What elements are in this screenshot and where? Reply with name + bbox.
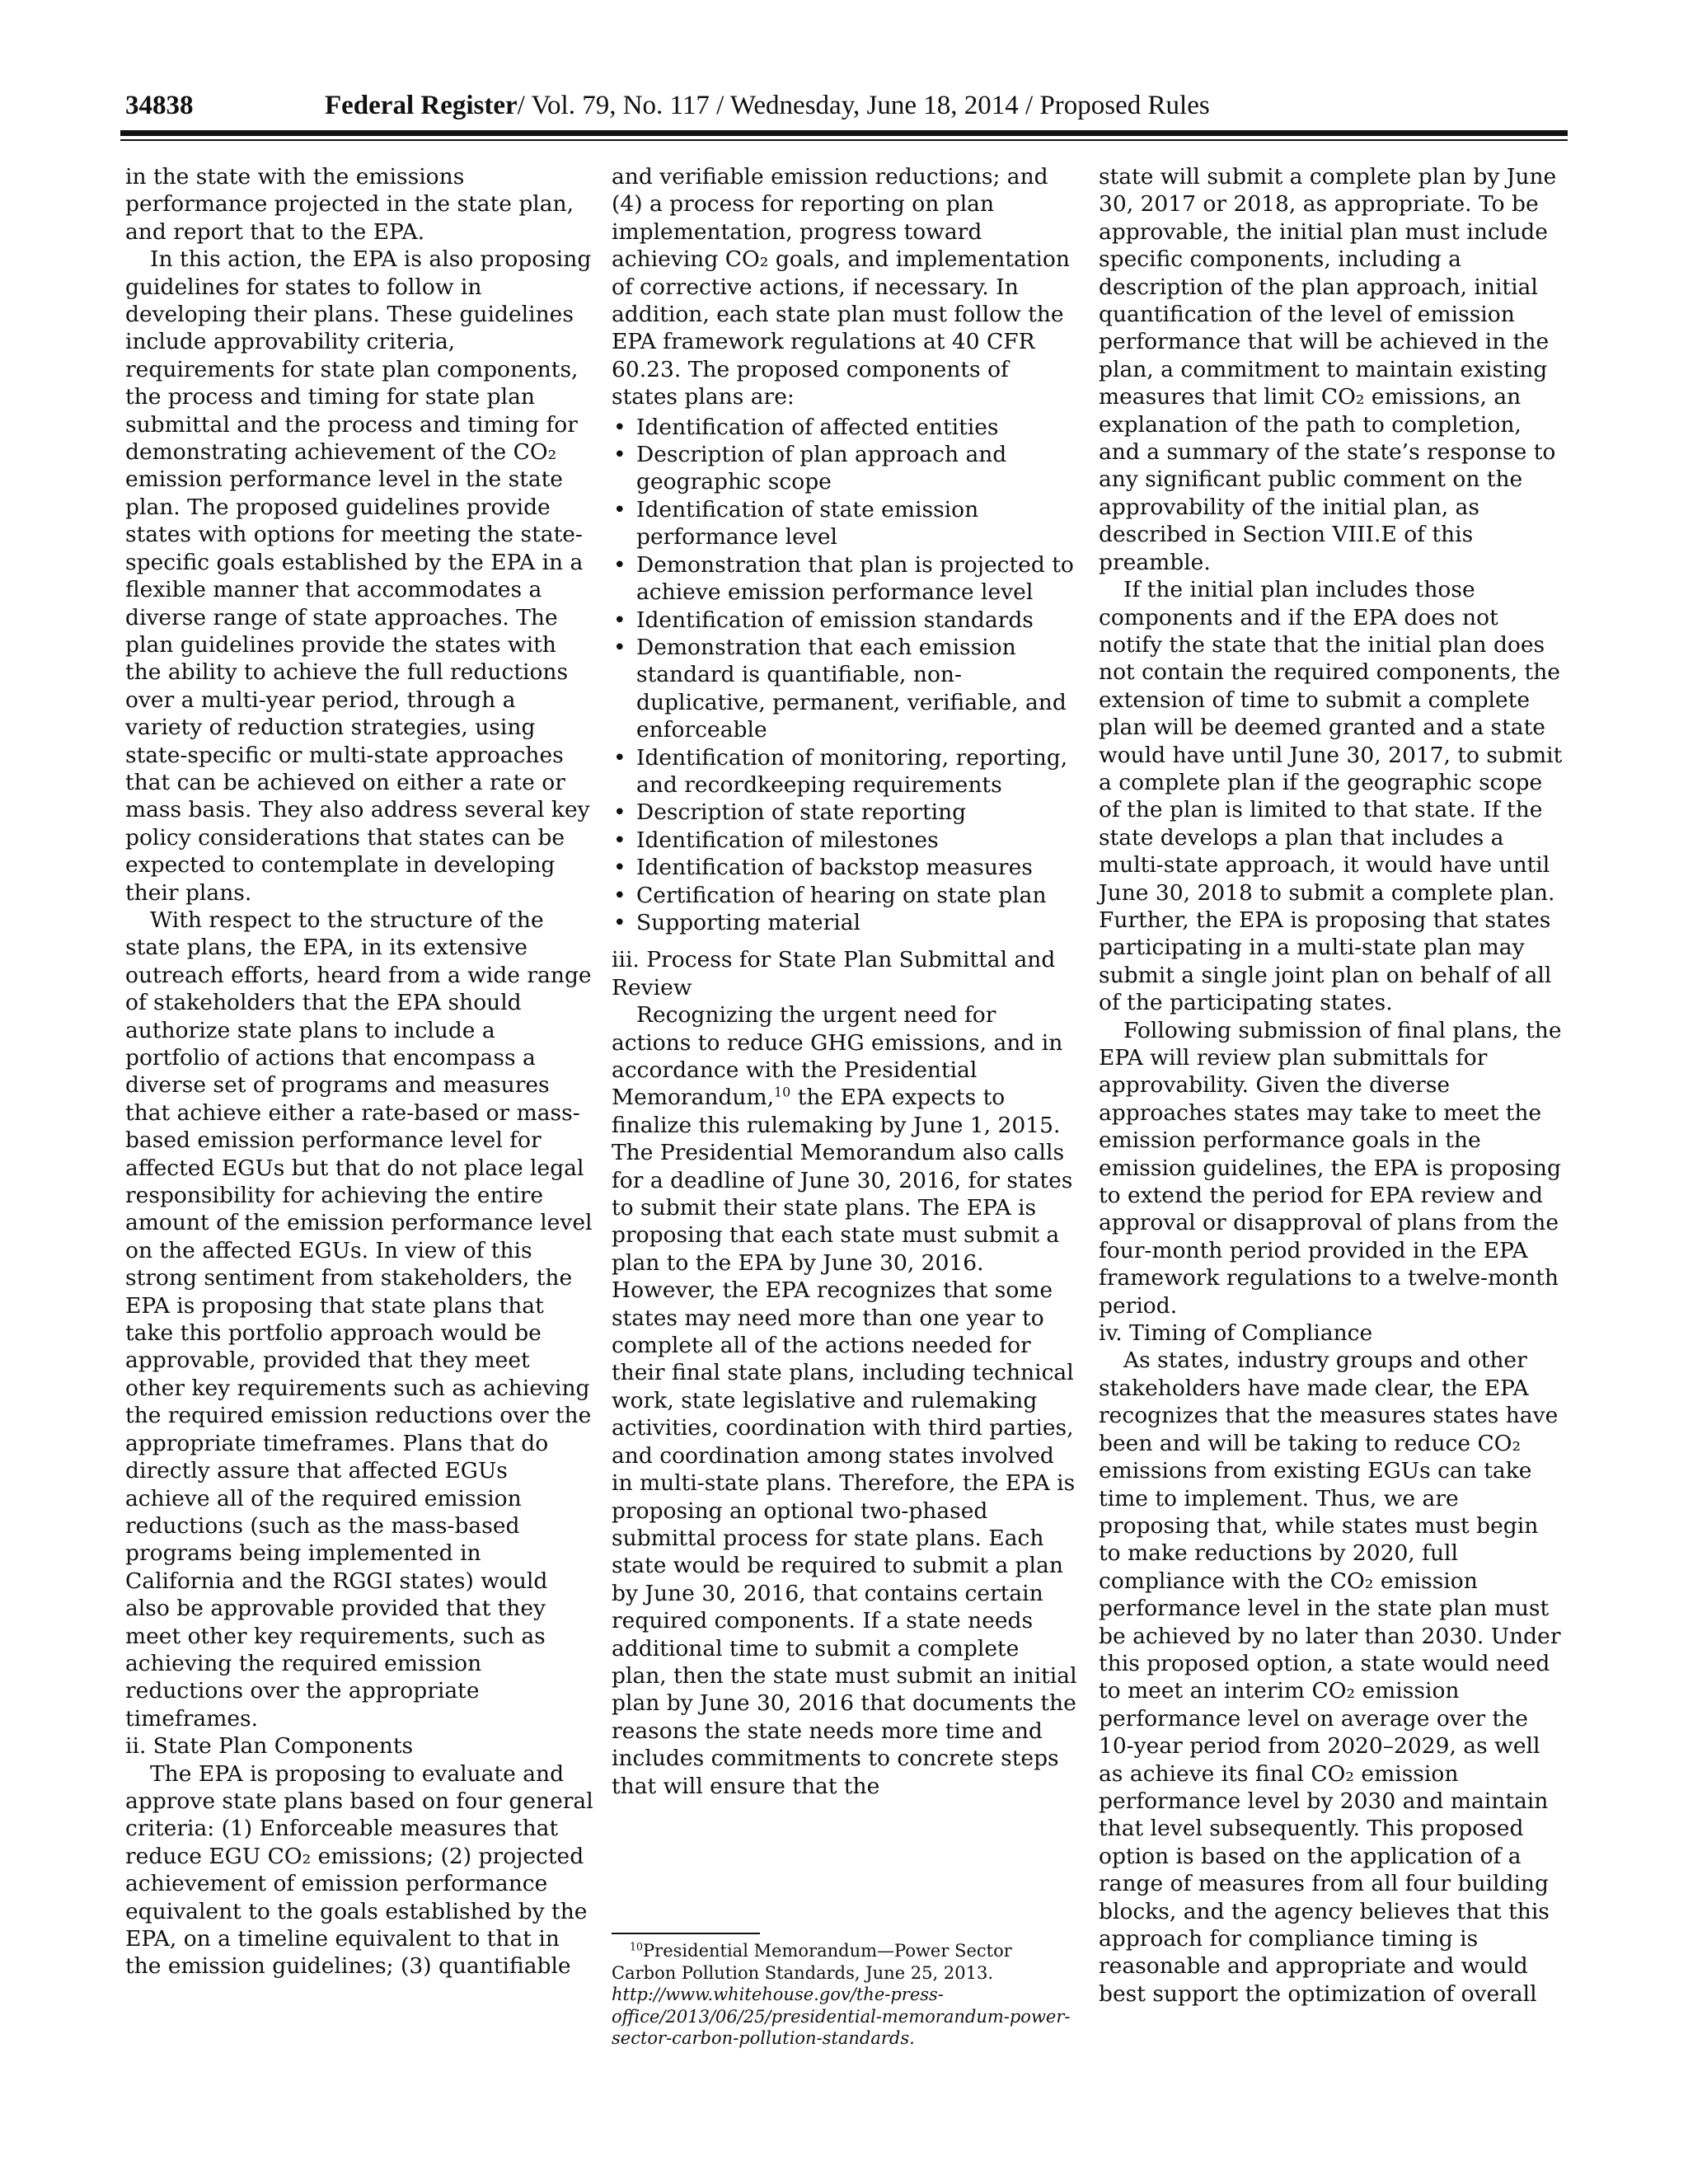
footnote xyxy=(612,1940,1080,2050)
header-rule-thick xyxy=(120,130,1568,136)
paragraph: The EPA is proposing to evaluate and approve state plans based on four general criteria: (1) Enforceable measures that reduce EGU CO₂ emissions; (2) projected achievement of emission performance equivalent to the goals established by the EPA, on a timeline equivalent to that in the emission guidelines; (3) quantifiable xyxy=(125,1760,593,1980)
list-item: • Identification of monitoring, reporting, and recordkeeping requirements xyxy=(612,744,1080,799)
paragraph: As states, industry groups and other stakeholders have made clear, the EPA recognizes that the measures states have been and will be taking to reduce CO₂ emissions from existing EGUs can take time to implement. Thus, we are proposing that, while states must begin to make reductions by 2020, full compliance with the CO₂ emission performance level in the state plan must be achieved by no later than 2030. Under this proposed option, a state would need to meet an interim CO₂ emission performance level on average over the 10-year period from 2020–2029, as well as achieve its final CO₂ emission performance level by 2030 and maintain that level subsequently. This proposed option is based on the application of a range of measures from all four building blocks, and the agency believes that this approach for compliance timing is reasonable and appropriate and would best support the optimization of overall xyxy=(1099,1347,1561,2007)
section-heading: ii. State Plan Components xyxy=(125,1733,414,1760)
page-number: 34838 xyxy=(125,91,194,120)
paragraph: In this action, the EPA is also proposing guidelines for states to follow in developing their plans. These guidelines include approvability criteria, requirements for state plan components, the process and timing for state plan submittal and the process and timing for demonstrating achievement of the CO₂ emission performance level in the state plan. The proposed guidelines provide states with options for meeting the state-specific goals established by the EPA in a flexible manner that accommodates a diverse range of state approaches. The plan guidelines provide the states with the ability to achieve the full reductions over a multi-year period, through a variety of reduction strategies, using state-specific or multi-state approaches that can be achieved on either a rate or mass basis. They also address several key policy considerations that states can be expected to contemplate in developing their plans. xyxy=(125,246,592,906)
list-item: • Description of state reporting xyxy=(612,799,1080,826)
list-item: • Identification of emission standards xyxy=(612,607,1080,634)
list-item: • Demonstration that each emission standard is quantifiable, non-duplicative, permanent, verifiable, and enforceable xyxy=(612,634,1080,744)
paragraph: in the state with the emissions performance projected in the state plan, and report that to the EPA. xyxy=(125,164,574,245)
column-3 xyxy=(1099,163,1567,2008)
list-item: • Identification of backstop measures xyxy=(612,854,1080,881)
paragraph: state will submit a complete plan by June 30, 2017 or 2018, as appropriate. To be approvable, the initial plan must include specific components, including a description of the plan approach, initial quantification of the level of emission performance that will be achieved in the plan, a commitment to maintain existing measures that limit CO₂ emissions, an explanation of the path to completion, and a summary of the state’s response to any significant public comment on the approvability of the initial plan, as described in Section VIII.E of this preamble. xyxy=(1099,164,1557,575)
list-item: • Certification of hearing on state plan xyxy=(612,882,1080,909)
paragraph: Following submission of final plans, the EPA will review plan submittals for approvability. Given the diverse approaches states may take to meet the emission performance goals in the emission guidelines, the EPA is proposing to extend the period for EPA review and approval or disapproval of plans from the four-month period provided in the EPA framework regulations to a twelve-month period. xyxy=(1099,1017,1562,1319)
list-item: • Identification of affected entities xyxy=(612,414,1080,441)
paragraph: and verifiable emission reductions; and (4) a process for reporting on plan implementation, progress toward achieving CO₂ goals, and implementation of corrective actions, if necessary. In addition, each state plan must follow the EPA framework regulations at 40 CFR 60.23. The proposed components of states plans are: xyxy=(612,164,1070,410)
footnote-link[interactable]: http://www.whitehouse.gov/the-press-office/2013/06/25/presidential-memorandum-power-sector-carbon-pollution-standards. xyxy=(612,1985,1071,2048)
section-heading: iv. Timing of Compliance xyxy=(1099,1320,1373,1347)
section-heading: iii. Process for State Plan Submittal and Review xyxy=(612,947,1056,1001)
running-head xyxy=(325,91,1210,121)
footnote-body: Presidential Memorandum—Power Sector Carbon Pollution Standards, June 25, 2013. xyxy=(612,1941,1012,1983)
paragraph: If the initial plan includes those components and if the EPA does not notify the state that the initial plan does not contain the required components, the extension of time to submit a complete plan will be deemed granted and a state would have until June 30, 2017, to submit a complete plan if the geographic scope of the plan is limited to that state. If the state develops a plan that includes a multi-state approach, it would have until June 30, 2018 to submit a complete plan. Further, the EPA is proposing that states participating in a multi-state plan may submit a single joint plan on behalf of all of the participating states. xyxy=(1099,577,1563,1016)
components-list xyxy=(612,414,1080,937)
footnote-ref[interactable]: 10 xyxy=(774,1084,791,1100)
paragraph-text: Recognizing the urgent need for actions to reduce GHG emissions, and in accordance with the Presidential Memorandum, xyxy=(612,1002,1063,1111)
list-item: • Demonstration that plan is projected to achieve emission performance level xyxy=(612,551,1080,607)
page-header xyxy=(120,89,1568,127)
list-item: • Identification of milestones xyxy=(612,827,1080,854)
issue-info: / Vol. 79, No. 117 / Wednesday, June 18, 2014 / Proposed Rules xyxy=(517,91,1210,120)
column-2 xyxy=(612,163,1080,1800)
paragraph xyxy=(612,1001,1080,1800)
list-item: • Identification of state emission performance level xyxy=(612,496,1080,551)
list-item: • Description of plan approach and geographic scope xyxy=(612,441,1080,496)
footnote-rule xyxy=(612,1933,760,1934)
paragraph-text: the EPA expects to finalize this rulemaking by June 1, 2015. The Presidential Memorandum also calls for a deadline of June 30, 2016, for states to submit their state plans. The EPA is proposing that each state must submit a plan to the EPA by June 30, 2016. However, the EPA recognizes that some states may need more than one year to complete all of the actions needed for their final state plans, including technical work, state legislative and rulemaking activities, coordination with third parties, and coordination among states involved in multi-state plans. Therefore, the EPA is proposing an optional two-phased submittal process for state plans. Each state would be required to submit a plan by June 30, 2016, that contains certain required components. If a state needs additional time to submit a complete plan, then the state must submit an initial plan by June 30, 2016 that documents the reasons the state needs more time and includes commitments to concrete steps that will ensure that the xyxy=(612,1085,1077,1799)
list-item: • Supporting material xyxy=(612,909,1080,936)
header-rule-thin xyxy=(120,139,1568,141)
footnote-number: 10 xyxy=(630,1940,644,1953)
footnote-text xyxy=(612,1940,1080,2050)
paragraph: With respect to the structure of the state plans, the EPA, in its extensive outreach efforts, heard from a wide range of stakeholders that the EPA should authorize state plans to include a portfolio of actions that encompass a diverse set of programs and measures that achieve either a rate-based or mass-based emission performance level for affected EGUs but that do not place legal responsibility for achieving the entire amount of the emission performance level on the affected EGUs. In view of this strong sentiment from stakeholders, the EPA is proposing that state plans that take this portfolio approach would be approvable, provided that they meet other key requirements such as achieving the required emission reductions over the appropriate timeframes. Plans that do directly assure that affected EGUs achieve all of the required emission reductions (such as the mass-based programs being implemented in California and the RGGI states) would also be approvable provided that they meet other key requirements, such as achieving the required emission reductions over the appropriate timeframes. xyxy=(125,907,593,1732)
column-1 xyxy=(125,163,593,1980)
publication-name: Federal Register xyxy=(325,91,518,120)
